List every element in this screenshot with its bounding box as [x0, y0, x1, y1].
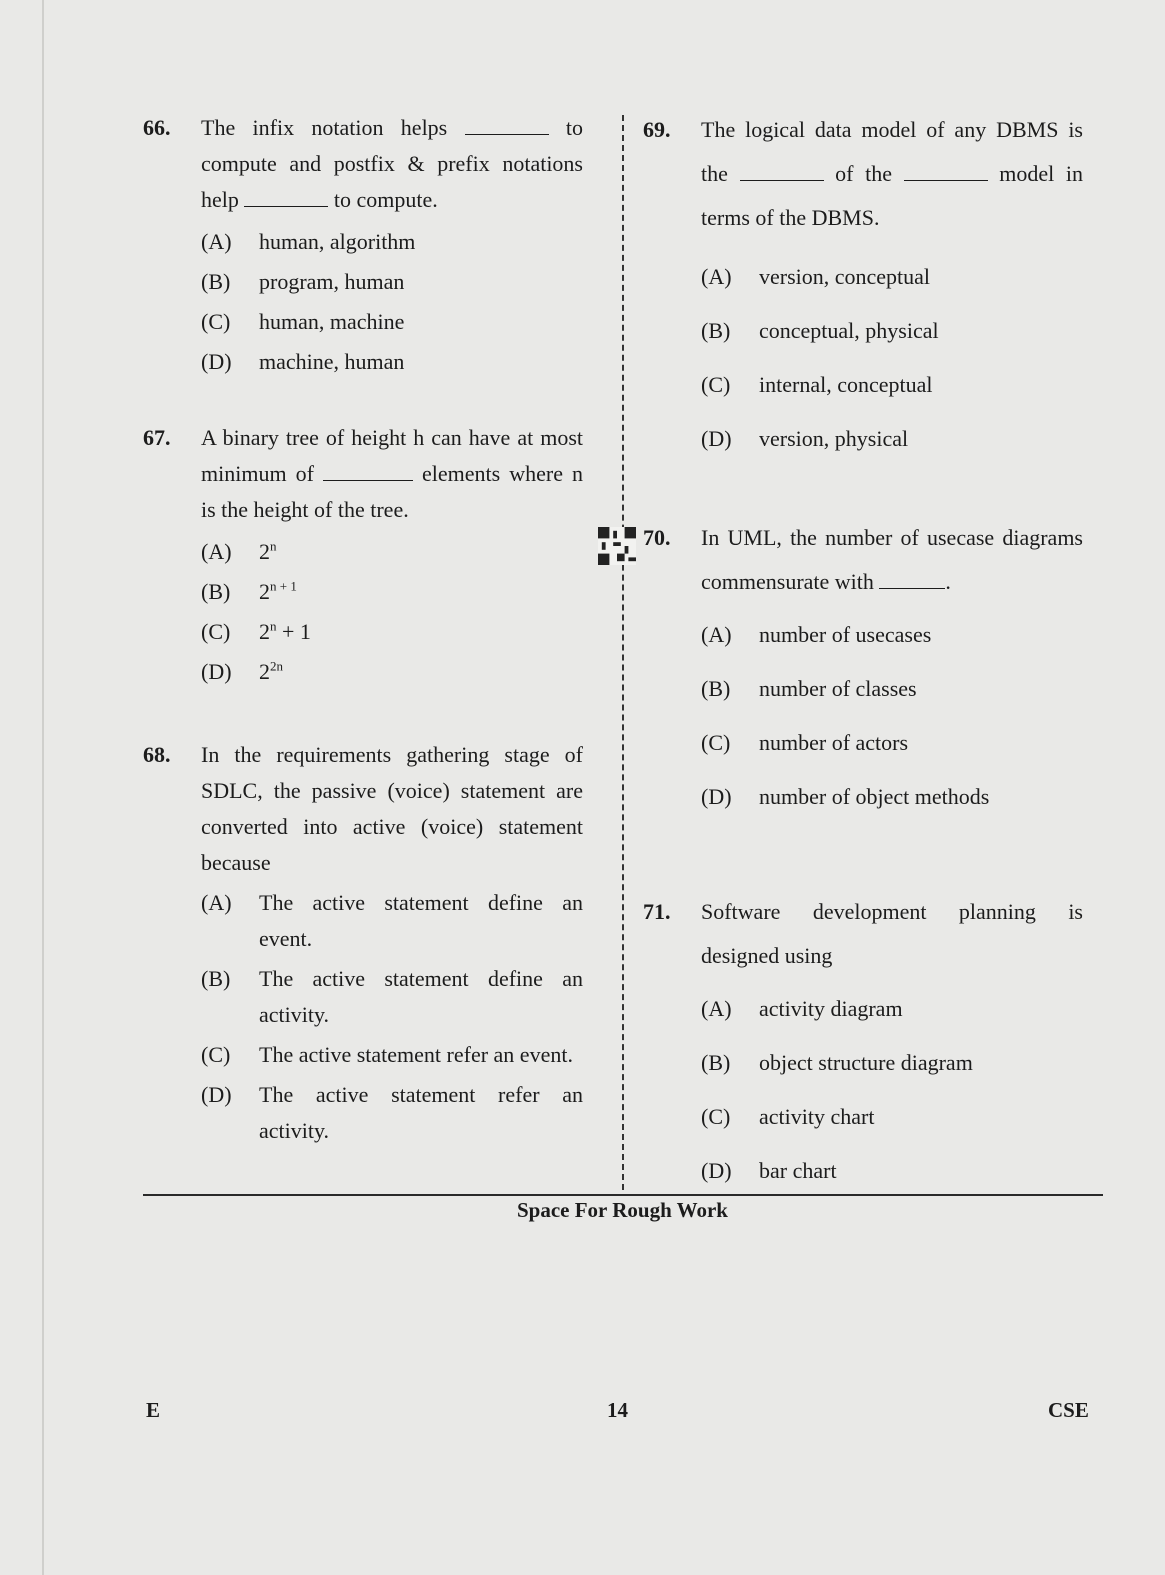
footer-subject: CSE — [1048, 1398, 1089, 1422]
option-c: (C) internal, conceptual — [701, 372, 933, 397]
question-71 — [643, 890, 1083, 1198]
option-a: (A) The active statement define an event. — [201, 890, 583, 951]
question-number: 70. — [643, 525, 671, 550]
rough-work-rule — [143, 1194, 1103, 1196]
question-70 — [643, 516, 1083, 824]
option-b: (B) object structure diagram — [701, 1050, 973, 1075]
question-stem: A binary tree of height h can have at most minimum of elements where n is the height of the tree. — [201, 425, 584, 522]
option-a: (A) 2$^n$ — [201, 538, 277, 564]
option-b: (B) number of classes — [701, 676, 917, 701]
option-a: (A) activity diagram — [701, 996, 903, 1021]
answer-blank — [323, 460, 413, 481]
answer-blank — [244, 186, 328, 207]
answer-blank — [904, 160, 988, 181]
option-d: (D) $2^{2n}$ — [201, 658, 283, 684]
rough-work-label: Space For Rough Work — [516, 1198, 728, 1222]
question-67 — [143, 420, 583, 692]
question-number: 67. — [143, 425, 171, 450]
option-d: (D) The active statement refer an activity. — [201, 1082, 583, 1143]
question-number: 69. — [643, 117, 671, 142]
option-d: (D) number of object methods — [701, 784, 990, 809]
question-68 — [143, 737, 583, 1149]
option-c: (C) number of actors — [701, 730, 909, 755]
answer-blank — [465, 114, 549, 135]
option-d: (D) bar chart — [701, 1158, 837, 1183]
option-d: (D) version, physical — [701, 426, 909, 451]
option-b: (B) $2^{n + 1}$ — [201, 578, 297, 604]
option-c: (C) human, machine — [201, 309, 405, 334]
option-a: (A) human, algorithm — [201, 229, 416, 254]
qr-code-icon — [598, 527, 636, 565]
footer-version: E — [146, 1398, 161, 1422]
option-c: (C) activity chart — [701, 1104, 875, 1129]
option-a: (A) version, conceptual — [701, 264, 931, 289]
page-edge — [42, 0, 44, 1575]
question-69 — [643, 108, 1083, 466]
question-number: 71. — [643, 899, 671, 924]
option-c: (C) $2^n + 1$ — [201, 618, 311, 644]
question-66 — [143, 110, 583, 382]
question-number: 66. — [143, 115, 171, 140]
question-stem: Software development planning is designed using — [701, 899, 1083, 968]
column-divider — [622, 115, 624, 1190]
option-b: (B) program, human — [201, 269, 405, 294]
option-c: (C) The active statement refer an event. — [201, 1042, 573, 1067]
option-d: (D) machine, human — [201, 349, 405, 374]
option-b: (B) conceptual, physical — [701, 318, 939, 343]
question-number: 68. — [143, 742, 171, 767]
answer-blank — [879, 568, 945, 589]
question-stem: The infix notation helps to compute and postfix & prefix notations help to compute. — [201, 115, 584, 212]
question-stem: In UML, the number of usecase diagrams commensurate with . — [701, 525, 1083, 594]
option-b: (B) The active statement define an activity. — [201, 966, 583, 1027]
page-number: 14 — [607, 1398, 628, 1422]
question-stem: The logical data model of any DBMS is the of the model in terms of the DBMS. — [701, 117, 1084, 230]
option-a: (A) number of usecases — [701, 622, 932, 647]
question-stem: In the requirements gathering stage of SDLC, the passive (voice) statement are converted into active (voice) statement because — [201, 742, 583, 875]
answer-blank — [740, 160, 824, 181]
